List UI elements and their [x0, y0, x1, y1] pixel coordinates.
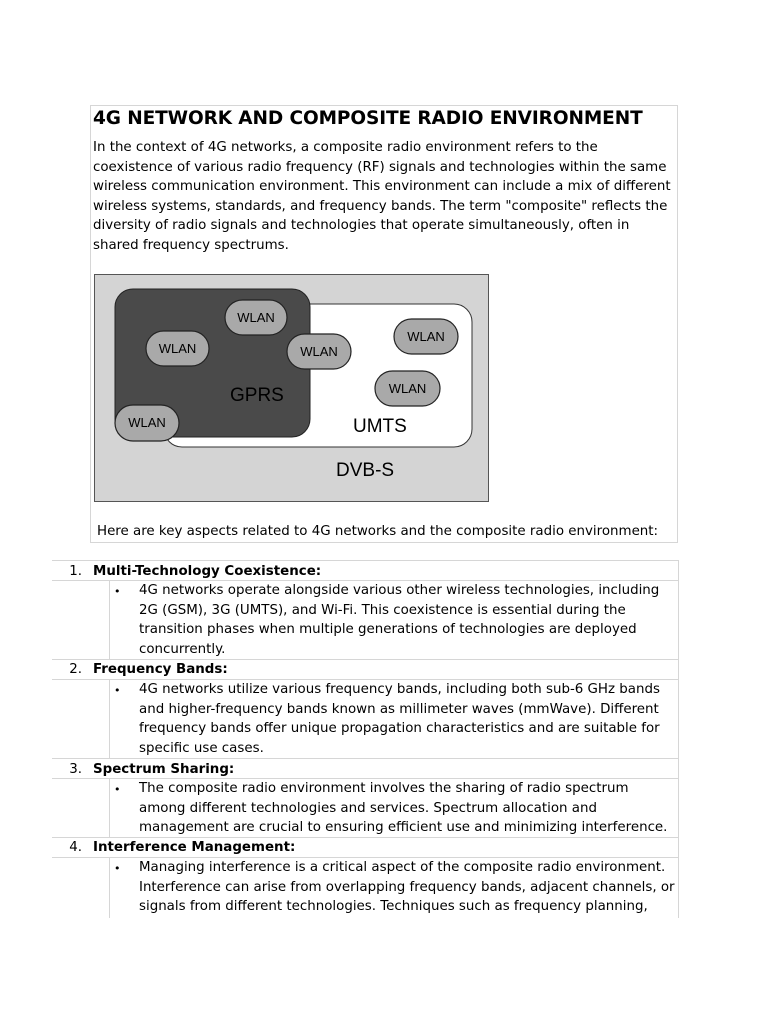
column-divider [109, 857, 110, 918]
bullet-marker: • [114, 862, 121, 875]
aspect-description: Managing interference is a critical aspect of the composite radio environment. Interference can arise from overlapping frequency bands, adjacent channels, or signals from different technologies. Techniques such as frequency planning, [139, 860, 675, 914]
intro-paragraph: In the context of 4G networks, a composite radio environment refers to the coexistence of various radio frequency (RF) signals and technologies within the same wireless communication environment. This environment can include a mix of different wireless systems, standards, and frequency bands. The term "composite" reflects the diversity of radio signals and technologies that operate simultaneously, often in shared frequency spectrums. [93, 140, 671, 253]
gprs-label: GPRS [230, 385, 284, 406]
aspect-number: 4. [69, 840, 82, 855]
aspect-description: 4G networks utilize various frequency bands, including both sub-6 GHz bands and higher-frequency bands known as millimeter waves (mmWave). Different frequency bands offer unique propagation characteristics and are suitable for specific use cases. [139, 682, 660, 756]
bullet-marker: • [114, 783, 121, 796]
bullet-marker: • [114, 684, 121, 697]
column-divider [109, 580, 110, 659]
svg-text:WLAN: WLAN [237, 310, 275, 325]
column-divider [109, 679, 110, 758]
aspect-number: 3. [69, 762, 82, 777]
aspect-number: 1. [69, 564, 82, 579]
svg-text:WLAN: WLAN [128, 415, 166, 430]
svg-text:WLAN: WLAN [158, 341, 197, 356]
page-title: 4G NETWORK AND COMPOSITE RADIO ENVIRONMENT [93, 108, 643, 129]
aspect-number: 2. [69, 662, 82, 677]
svg-text:WLAN: WLAN [388, 381, 427, 396]
aspect-description: The composite radio environment involves the sharing of radio spectrum among different technologies and services. Spectrum allocation and management are crucial to ensuring efficient use and minimizing interference. [139, 781, 668, 835]
svg-text:WLAN: WLAN [300, 344, 338, 359]
aspects-intro-line: Here are key aspects related to 4G networks and the composite radio environment: [97, 524, 659, 539]
aspect-heading: Interference Management: [93, 840, 296, 855]
aspect-description: 4G networks operate alongside various other wireless technologies, including 2G (GSM), 3G (UMTS), and Wi-Fi. This coexistence is essential during the transition phases when multiple generations of technologies are deployed concurrently. [139, 583, 660, 657]
bullet-marker: • [114, 585, 121, 598]
svg-text:WLAN: WLAN [407, 329, 445, 344]
aspect-heading: Spectrum Sharing: [93, 762, 235, 777]
aspect-heading: Frequency Bands: [93, 662, 228, 677]
dvbs-label: DVB-S [336, 460, 395, 481]
row-divider [52, 758, 678, 759]
column-divider [678, 560, 679, 918]
row-divider [52, 560, 678, 561]
column-divider [109, 778, 110, 837]
umts-label: UMTS [353, 416, 407, 437]
aspect-heading: Multi-Technology Coexistence: [93, 564, 322, 579]
